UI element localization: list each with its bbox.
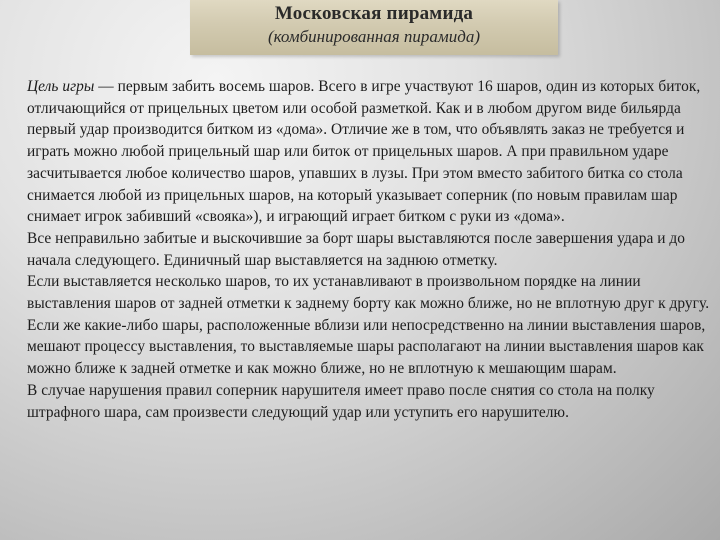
paragraph-goal xyxy=(27,76,711,228)
paragraph-placement: Если выставляется несколько шаров, то их устанавливают в произвольном порядке на линии выставления шаров от задней отметки к заднему борту как можно ближе, но не вплотную друг к другу. Если же какие-либо шары, расположенные вблизи или непосредственно на линии выставления шаров, мешают процессу выставления, то выставляемые шары располагают на линии выставления шаров как можно ближе к задней отметке и как можно ближе, но не вплотную к мешающим шарам. xyxy=(27,273,710,378)
paragraph-penalty: В случае нарушения правил соперник нарушителя имеет право после снятия со стола на полку штрафного шара, сам произвести следующий удар или уступить его нарушителю. xyxy=(27,381,655,421)
paragraph-fouls: Все неправильно забитые и выскочившие за борт шары выставляются после завершения удара и до начала следующего. Единичный шар выставляется на заднюю отметку. xyxy=(27,229,686,269)
goal-text: — первым забить восемь шаров. Всего в игре участвуют 16 шаров, один из которых биток, отличающийся от прицельных цветом или особой разметкой. Как и в любом другом виде бильярда первый удар производится битком из «дома». Отличие же в том, что объявлять заказ не требуется и играть можно любой прицельный шар или биток от прицельных шаров. А при правильном ударе засчитывается любое количество шаров, упавших в лузы. При этом вместо забитого битка со стола снимается любой из прицельных шаров, на который указывает соперник (по новым правилам шар снимает игрок забивший «свояка»), и играющий играет битком с руки из «дома». xyxy=(27,78,701,226)
body-text xyxy=(27,76,711,423)
page-subtitle: (комбинированная пирамида) xyxy=(267,27,481,46)
title-banner xyxy=(190,0,558,55)
goal-term: Цель игры xyxy=(27,78,95,95)
page-title: Московская пирамида xyxy=(274,3,474,24)
